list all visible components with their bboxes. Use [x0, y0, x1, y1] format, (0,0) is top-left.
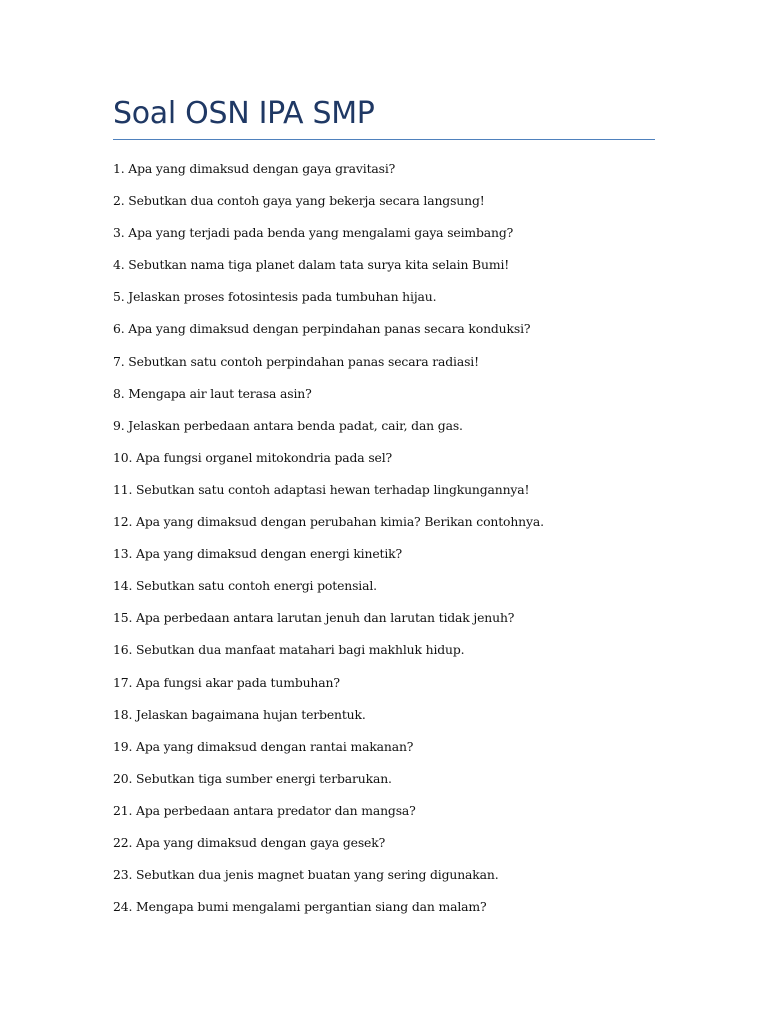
question-item: 23. Sebutkan dua jenis magnet buatan yang sering digunakan. [113, 867, 499, 883]
question-item: 19. Apa yang dimaksud dengan rantai makanan? [113, 738, 414, 754]
title-underline [113, 139, 655, 140]
question-item: 5. Jelaskan proses fotosintesis pada tumbuhan hijau. [113, 289, 437, 305]
question-item: 13. Apa yang dimaksud dengan energi kinetik? [113, 546, 402, 562]
question-item: 12. Apa yang dimaksud dengan perubahan kimia? Berikan contohnya. [113, 514, 544, 530]
question-item: 15. Apa perbedaan antara larutan jenuh dan larutan tidak jenuh? [113, 610, 515, 626]
question-item: 18. Jelaskan bagaimana hujan terbentuk. [113, 706, 366, 722]
page-title: Soal OSN IPA SMP [113, 96, 375, 131]
question-item: 10. Apa fungsi organel mitokondria pada sel? [113, 449, 393, 465]
question-item: 17. Apa fungsi akar pada tumbuhan? [113, 674, 340, 690]
question-item: 22. Apa yang dimaksud dengan gaya gesek? [113, 834, 386, 850]
question-item: 1. Apa yang dimaksud dengan gaya gravitasi? [113, 161, 396, 176]
question-item: 20. Sebutkan tiga sumber energi terbarukan. [113, 770, 392, 786]
question-item: 21. Apa perbedaan antara predator dan mangsa? [113, 802, 416, 818]
question-item: 7. Sebutkan satu contoh perpindahan panas secara radiasi! [113, 353, 479, 369]
question-item: 8. Mengapa air laut terasa asin? [113, 385, 312, 401]
question-item: 4. Sebutkan nama tiga planet dalam tata surya kita selain Bumi! [113, 257, 510, 273]
question-item: 24. Mengapa bumi mengalami pergantian siang dan malam? [113, 899, 487, 915]
question-item: 3. Apa yang terjadi pada benda yang mengalami gaya seimbang? [113, 225, 514, 241]
question-item: 2. Sebutkan dua contoh gaya yang bekerja secara langsung! [113, 193, 485, 209]
question-item: 14. Sebutkan satu contoh energi potensial. [113, 578, 377, 594]
question-item: 6. Apa yang dimaksud dengan perpindahan panas secara konduksi? [113, 321, 531, 337]
question-item: 9. Jelaskan perbedaan antara benda padat, cair, dan gas. [113, 417, 463, 433]
question-item: 11. Sebutkan satu contoh adaptasi hewan terhadap lingkungannya! [113, 481, 530, 497]
question-item: 16. Sebutkan dua manfaat matahari bagi makhluk hidup. [113, 642, 465, 658]
question-list [113, 160, 544, 930]
